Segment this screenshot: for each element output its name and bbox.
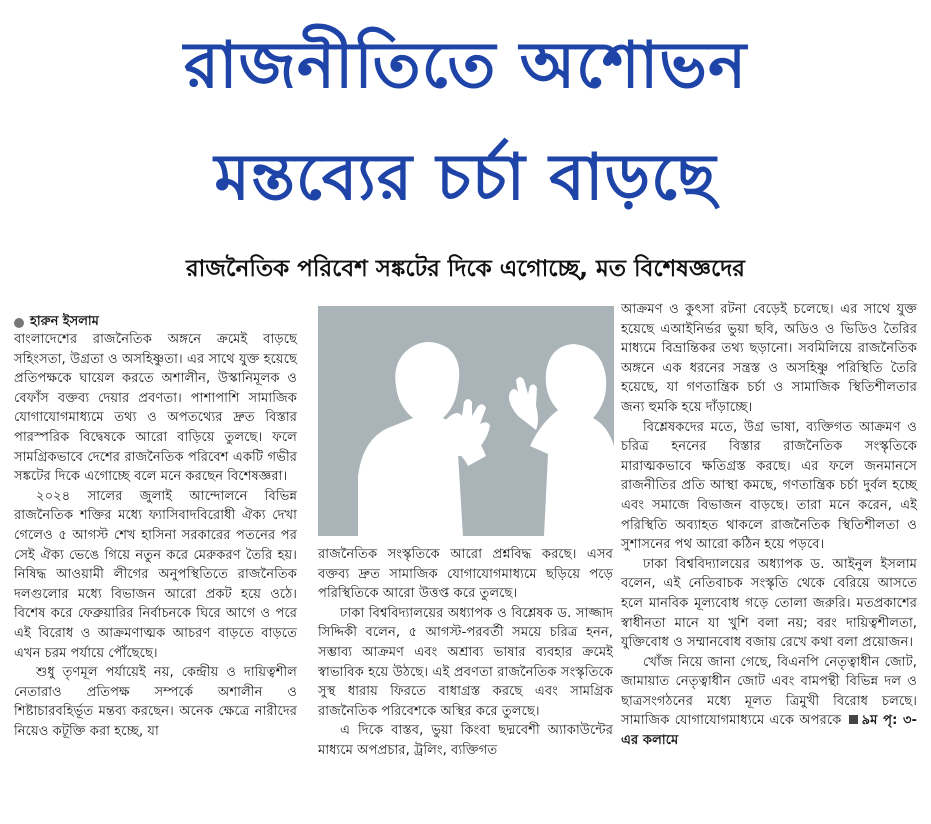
article-column-2 (318, 545, 613, 761)
paragraph: রাজনৈতিক সংস্কৃতিকে আরো প্রশ্নবিদ্ধ করছে। এসব বক্তব্য দ্রুত সামাজিক যোগাযোগমাধ্যমে ছড়িয়ে পড়ে পরিস্থিতিকে আরো উত্তপ্ত করে তুলছে। (318, 547, 613, 602)
subheadline: রাজনৈতিক পরিবেশ সঙ্কটের দিকে এগোচ্ছে, মত বিশেষজ্ঞদের (186, 256, 745, 282)
author-name: হারুন ইসলাম (30, 314, 99, 329)
headline-line-2: মন্তব্যের চর্চা বাড়ছে (214, 141, 717, 215)
paragraph: ঢাকা বিশ্ববিদ্যালয়ের অধ্যাপক ও বিশ্লেষক ড. সাজ্জাদ সিদ্দিকী বলেন, ৫ আগস্ট-পরবর্তী সময়ে চরিত্র হনন, সম্ভাব্য আক্রমণ এবং অশ্রাব্য ভাষার ব্যবহার ক্রমেই স্বাভাবিক হয়ে উঠছে। এই প্রবণতা রাজনৈতিক সংস্কৃতিকে সুস্থ ধারায় ফিরতে বাধাগ্রস্ত করছে এবং সামগ্রিক রাজনৈতিক পরিবেশকে অস্থির করে তুলছে। (318, 605, 613, 719)
paragraph: শুধু তৃণমূল পর্যায়েই নয়, কেন্দ্রীয় ও দায়িত্বশীল নেতারাও প্রতিপক্ষ সম্পর্কে অশালীন ও শিষ্টাচারবহির্ভূত মন্তব্য করছেন। অনেক ক্ষেত্রে নারীদের নিয়েও কটূক্তি করা হচ্ছে, যা (14, 665, 297, 739)
article-photo (318, 306, 614, 536)
paragraph: ২০২৪ সালের জুলাই আন্দোলনে বিভিন্ন রাজনৈতিক শক্তির মধ্যে ফ্যাসিবাদবিরোধী ঐক্য দেখা গেলেও ৫ আগস্ট শেখ হাসিনা সরকারের পতনের পর সেই ঐক্য ভেঙে গিয়ে নতুন করে মেরুকরণ তৈরি হয়। নিষিদ্ধ আওয়ামী লীগের অনুপস্থিতিতে রাজনৈতিক দলগুলোর মধ্যে বিভাজন আরো প্রকট হয়ে ওঠে। বিশেষ করে ফেব্রুয়ারির নির্বাচনকে ঘিরে আগে ও পরে এই বিরোধ ও আক্রমণাত্মক আচরণ বাড়তে বাড়তে এখন চরম পর্যায়ে পৌঁছেছে। (14, 488, 297, 661)
paragraph (621, 653, 917, 751)
continuation-text: ৯ম পৃ: ৩-এর কলামে (621, 713, 917, 749)
paragraph-text: খোঁজ নিয়ে জানা গেছে, বিএনপি নেতৃত্বাধীন জোট, জামায়াত নেতৃত্বাধীন জোট এবং বামপন্থী বিভিন্ন দল ও ছাত্রসংগঠনের মধ্যে মূলত ত্রিমুখী বিরোধ চলছে। সামাজিক যোগাযোগমাধ্যমে একে অপরকে (621, 654, 917, 729)
paragraph: এ দিকে বাস্তব, ভুয়া কিংবা ছদ্মবেশী অ্যাকাউন্টের মাধ্যমে অপপ্রচার, ট্রলিং, ব্যক্তিগত (318, 723, 613, 758)
square-bullet-icon (849, 715, 858, 724)
article-column-3 (621, 300, 917, 751)
paragraph: বিশ্লেষকদের মতে, উগ্র ভাষা, ব্যক্তিগত আক্রমণ ও চরিত্র হননের বিস্তার রাজনৈতিক সংস্কৃতিকে মারাত্মকভাবে ক্ষতিগ্রস্ত করছে। এর ফলে জনমানসে রাজনীতির প্রতি আস্থা কমছে, গণতান্ত্রিক চর্চা দুর্বল হচ্ছে এবং সমাজে বিভাজন বাড়ছে। তারা মনে করেন, এই পরিস্থিতি অব্যাহত থাকলে রাজনৈতিক স্থিতিশীলতা ও সুশাসনের পথ আরো কঠিন হয়ে পড়বে। (621, 419, 917, 553)
bullet-icon (14, 318, 24, 328)
article-column-1 (14, 330, 297, 741)
paragraph: বাংলাদেশের রাজনৈতিক অঙ্গনে ক্রমেই বাড়ছে সহিংসতা, উগ্রতা ও অসহিষ্ণুতা। এর সাথে যুক্ত হয়েছে প্রতিপক্ষকে ঘায়েল করতে অশালীন, উস্কানিমূলক ও বেফাঁস বক্তব্য দেয়ার প্রবণতা। পাশাপাশি সামাজিক যোগাযোগমাধ্যমে তথ্য ও অপতথ্যের দ্রুত বিস্তার পারস্পরিক বিদ্বেষকে আরো বাড়িয়ে তুলছে। ফলে সামগ্রিকভাবে দেশের রাজনৈতিক পরিবেশ একটি গভীর সঙ্কটের দিকে এগোচ্ছে বলে মনে করছেন বিশেষজ্ঞরা। (14, 332, 297, 485)
paragraph: আক্রমণ ও কুৎসা রটনা বেড়েই চলেছে। এর সাথে যুক্ত হয়েছে এআইনির্ভর ভুয়া ছবি, অডিও ও ভিডিও তৈরির মাধ্যমে বিভ্রান্তিকর তথ্য ছড়ানো। সবমিলিয়ে রাজনৈতিক অঙ্গনে এক ধরনের সন্ত্রস্ত ও অসহিষ্ণু পরিস্থিতি তৈরি হয়েছে, যা গণতান্ত্রিক চর্চা ও সামাজিক স্থিতিশীলতার জন্য হুমকি হয়ে দাঁড়াচ্ছে। (621, 302, 917, 415)
two-silhouettes-arguing-icon (318, 306, 614, 536)
paragraph: ঢাকা বিশ্ববিদ্যালয়ের অধ্যাপক ড. আইনুল ইসলাম বলেন, এই নেতিবাচক সংস্কৃতি থেকে বেরিয়ে আসতে হলে মানবিক মূল্যবোধ গড়ে তোলা জরুরি। মতপ্রকাশের স্বাধীনতা মানে যা খুশি বলা নয়; বরং দায়িত্বশীলতা, যুক্তিবোধ ও সম্মানবোধ বজায় রেখে কথা বলা প্রয়োজন। (621, 556, 917, 651)
headline-line-1: রাজনীতিতে অশোভন (183, 29, 748, 103)
